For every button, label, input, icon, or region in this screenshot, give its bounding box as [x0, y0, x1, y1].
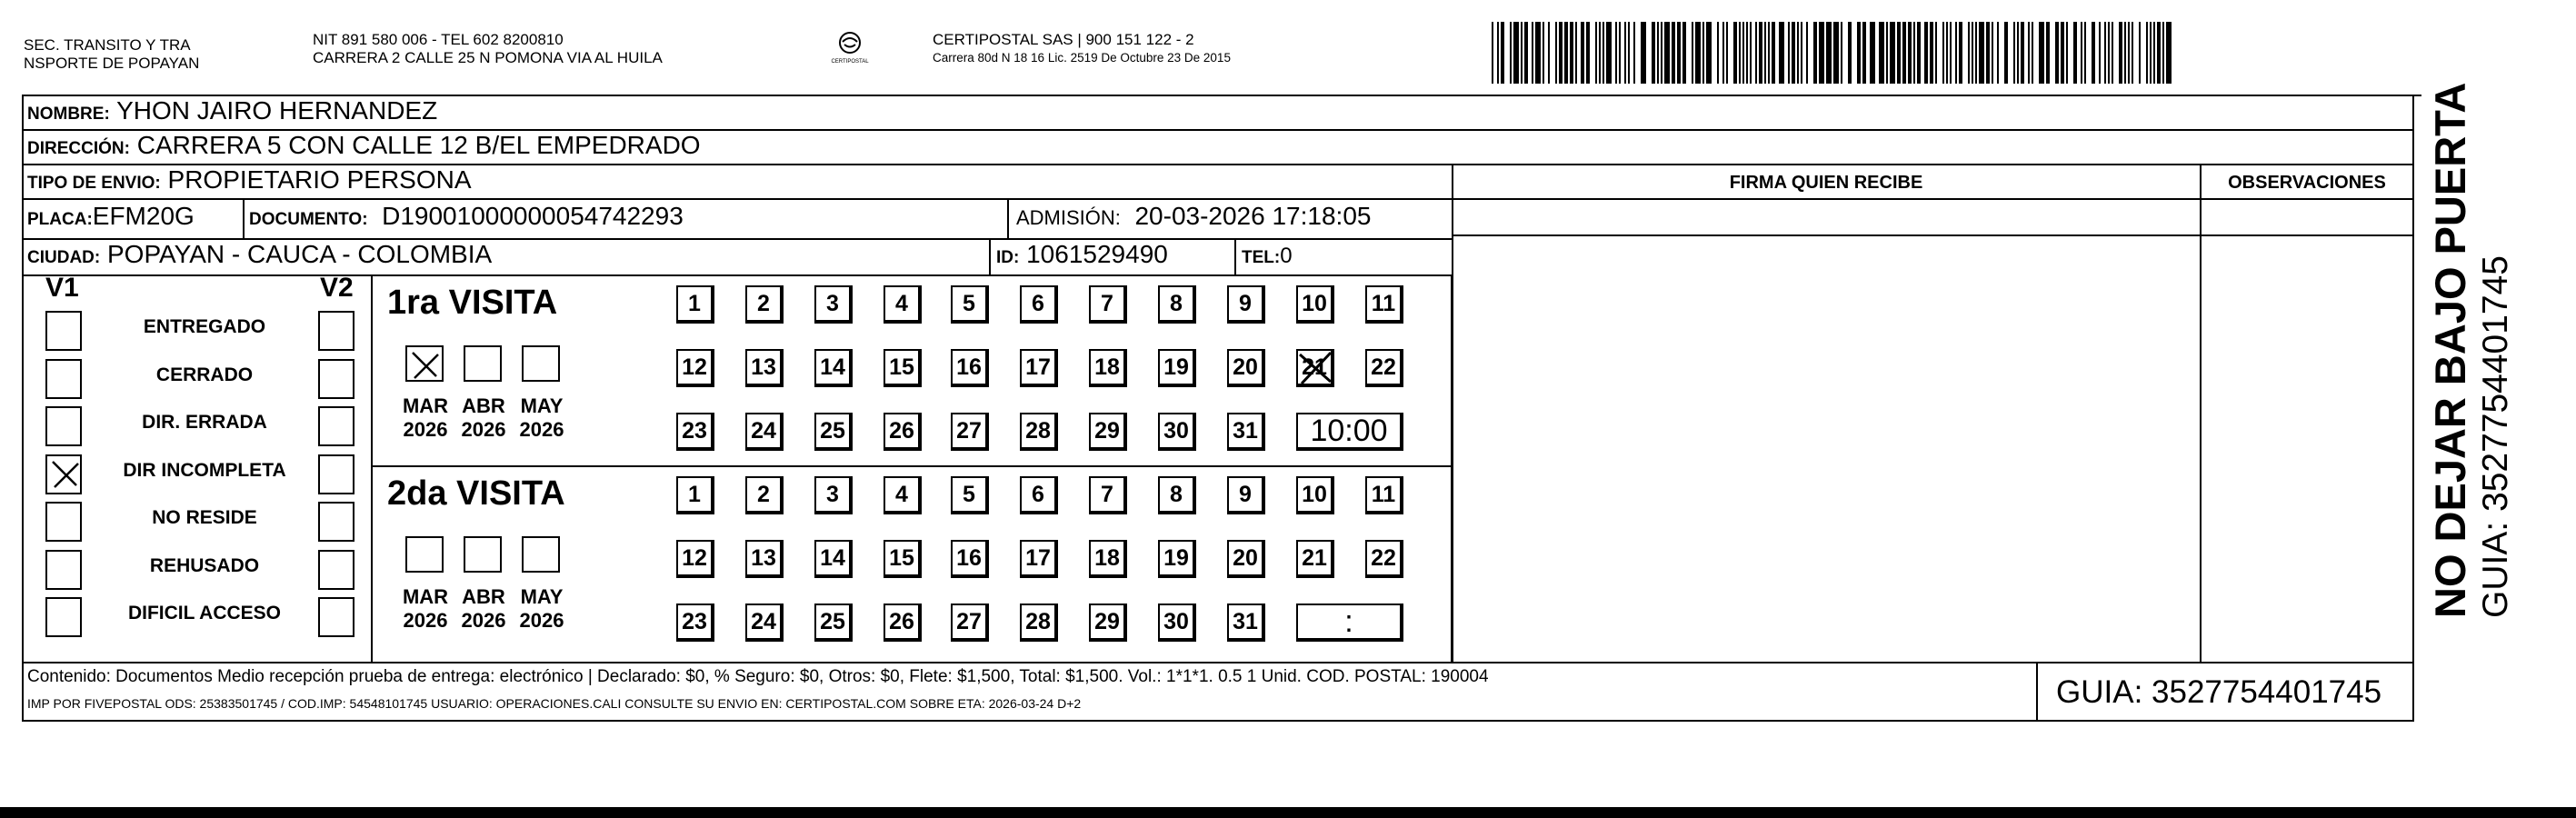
barcode-bar [1792, 22, 1795, 84]
day-box[interactable]: 10 [1296, 285, 1334, 324]
company-info [933, 31, 1231, 67]
barcode-bar [1532, 22, 1533, 84]
month-checkbox[interactable] [464, 345, 502, 382]
type-label: TIPO DE ENVIO: [27, 174, 161, 193]
day-box[interactable]: 26 [884, 413, 922, 451]
status-label: DIR. ERRADA [142, 412, 267, 433]
company-logo [823, 31, 877, 76]
month-year: 2026 [403, 418, 448, 441]
barcode-bar [2119, 22, 2122, 84]
barcode-bar [1826, 22, 1832, 84]
id-label: ID: [996, 248, 1020, 267]
day-box[interactable]: 15 [884, 540, 922, 578]
name-value: YHON JAIRO HERNANDEZ [116, 96, 438, 125]
document-field [249, 202, 684, 234]
barcode-bar [2150, 22, 2152, 84]
visit2-title: 2da VISITA [387, 474, 565, 513]
barcode-bar [1833, 22, 1839, 84]
barcode-bar [1682, 22, 1686, 84]
tel-field [1242, 242, 1293, 273]
day-box[interactable]: 12 [676, 349, 714, 387]
day-box[interactable]: 7 [1089, 476, 1127, 514]
day-box[interactable]: 22 [1365, 349, 1403, 387]
bottom-band [0, 807, 2576, 818]
v2-checkbox[interactable] [318, 502, 354, 542]
barcode-bar [1968, 22, 1970, 84]
side-text [2425, 82, 2561, 618]
barcode-bar [1862, 22, 1866, 84]
day-box[interactable]: 14 [814, 540, 853, 578]
barcode-bar [1595, 22, 1597, 84]
barcode-bar [2104, 22, 2106, 84]
plate-label: PLACA: [27, 210, 93, 229]
city-label: CIUDAD: [27, 248, 101, 267]
day-box[interactable]: 16 [951, 540, 989, 578]
day-box[interactable]: 2 [745, 285, 784, 324]
day-box[interactable]: 20 [1227, 349, 1265, 387]
barcode-bar [1633, 22, 1635, 84]
barcode-bar [2055, 22, 2059, 84]
barcode-bar [2061, 22, 2064, 84]
barcode-bar [1543, 22, 1544, 84]
barcode-bar [1677, 22, 1681, 84]
barcode-bar [1755, 22, 1757, 84]
barcode-bar [1946, 22, 1948, 84]
day-box[interactable]: 11 [1365, 476, 1403, 514]
day-box[interactable]: 31 [1227, 413, 1265, 451]
barcode-bar [1772, 22, 1775, 84]
barcode-bar [1986, 22, 1990, 84]
day-box[interactable]: 13 [745, 349, 784, 387]
month-year: 2026 [519, 609, 564, 632]
status-label: NO RESIDE [152, 507, 257, 528]
barcode-bar [1841, 22, 1842, 84]
barcode-bar [1870, 22, 1875, 84]
sender-contact [313, 31, 663, 67]
barcode-bar [1788, 22, 1790, 84]
day-box[interactable]: 8 [1158, 476, 1196, 514]
day-box[interactable]: 29 [1089, 604, 1127, 642]
month-label [514, 394, 569, 442]
barcode-bar [1510, 22, 1512, 84]
barcode-bar [1972, 22, 1973, 84]
day-box[interactable]: 17 [1020, 349, 1058, 387]
plate-value: EFM20G [92, 202, 195, 230]
day-box[interactable]: 3 [814, 476, 853, 514]
barcode-bar [1768, 22, 1770, 84]
barcode-bar [1779, 22, 1784, 84]
day-box[interactable]: 28 [1020, 413, 1058, 451]
type-value: PROPIETARIO PERSONA [167, 165, 472, 194]
barcode-bar [1908, 22, 1912, 84]
v1-checkbox[interactable] [45, 454, 82, 494]
month-label [398, 585, 453, 633]
day-box[interactable]: 18 [1089, 349, 1127, 387]
day-box[interactable]: 21 [1296, 540, 1334, 578]
sender-line-2: NSPORTE DE POPAYAN [24, 55, 200, 72]
v1-label: V1 [45, 273, 79, 303]
day-box[interactable]: 14 [814, 349, 853, 387]
barcode-bar [1695, 22, 1701, 84]
month-name: MAY [520, 394, 564, 417]
barcode-bar [1606, 22, 1612, 84]
barcode-bar [1570, 22, 1573, 84]
barcode-bar [2017, 22, 2019, 84]
v2-label: V2 [320, 273, 354, 303]
barcode-bar [2146, 22, 2148, 84]
barcode-bar [1501, 22, 1504, 84]
v2-checkbox[interactable] [318, 597, 354, 637]
barcode-bar [1886, 22, 1888, 84]
barcode-bar [1603, 22, 1604, 84]
barcode [1492, 22, 2179, 84]
barcode-bar [1497, 22, 1499, 84]
month-name: ABR [462, 394, 505, 417]
v1-checkbox[interactable] [45, 550, 82, 590]
company-line-2: Carrera 80d N 18 16 Lic. 2519 De Octubre 23 De 2015 [933, 51, 1231, 65]
month-label [514, 585, 569, 633]
v1-checkbox[interactable] [45, 406, 82, 446]
barcode-bar [2153, 22, 2155, 84]
barcode-bar [2112, 22, 2113, 84]
day-box[interactable]: 27 [951, 604, 989, 642]
barcode-bar [1652, 22, 1655, 84]
observations-header: OBSERVACIONES [2228, 173, 2386, 193]
sender-line-1: SEC. TRANSITO Y TRA [24, 36, 191, 54]
day-box[interactable]: 30 [1158, 413, 1196, 451]
v1-checkbox[interactable] [45, 597, 82, 637]
day-box[interactable]: 1 [676, 285, 714, 324]
month-checkbox[interactable] [405, 536, 444, 573]
time-box[interactable]: 10:00 [1296, 413, 1403, 451]
barcode-bar [1575, 22, 1577, 84]
month-year: 2026 [403, 609, 448, 632]
barcode-bar [1628, 22, 1630, 84]
barcode-bar [1661, 22, 1662, 84]
barcode-bar [2084, 22, 2086, 84]
admission-label: ADMISIÓN: [1016, 206, 1121, 229]
name-field [27, 96, 437, 129]
day-box[interactable]: 2 [745, 476, 784, 514]
address-field [27, 131, 701, 164]
barcode-bar [1581, 22, 1584, 84]
day-box[interactable]: 19 [1158, 540, 1196, 578]
barcode-bar [1702, 22, 1704, 84]
barcode-bar [1997, 22, 1999, 84]
day-box[interactable]: 6 [1020, 476, 1058, 514]
month-checkbox[interactable] [405, 345, 444, 382]
barcode-bar [1559, 22, 1563, 84]
barcode-bar [1797, 22, 1799, 84]
day-box[interactable]: 27 [951, 413, 989, 451]
sender-name [24, 36, 199, 73]
day-box[interactable]: 7 [1089, 285, 1127, 324]
barcode-bar [1555, 22, 1557, 84]
barcode-bar [1848, 22, 1852, 84]
month-name: MAR [402, 394, 449, 417]
barcode-bar [1521, 22, 1523, 84]
barcode-bar [1564, 22, 1568, 84]
day-box[interactable]: 1 [676, 476, 714, 514]
barcode-bar [1959, 22, 1962, 84]
barcode-bar [2032, 22, 2033, 84]
observations-area[interactable] [2203, 236, 2411, 660]
barcode-bar [1692, 22, 1693, 84]
check-mark-icon [47, 456, 84, 493]
day-box[interactable]: 18 [1089, 540, 1127, 578]
month-checkbox[interactable] [522, 536, 560, 573]
barcode-bar [2162, 22, 2164, 84]
day-box[interactable]: 15 [884, 349, 922, 387]
day-box[interactable]: 20 [1227, 540, 1265, 578]
barcode-bar [1857, 22, 1861, 84]
document-value: D19001000000054742293 [382, 202, 684, 230]
day-box[interactable]: 19 [1158, 349, 1196, 387]
month-year: 2026 [461, 609, 506, 632]
barcode-bar [1975, 22, 1977, 84]
nit-line: NIT 891 580 006 - TEL 602 8200810 [313, 31, 564, 48]
visit1-title: 1ra VISITA [387, 284, 558, 322]
barcode-bar [1764, 22, 1766, 84]
day-box[interactable]: 4 [884, 285, 922, 324]
day-box[interactable]: 16 [951, 349, 989, 387]
barcode-bar [2139, 22, 2141, 84]
v2-checkbox[interactable] [318, 550, 354, 590]
barcode-bar [1726, 22, 1728, 84]
type-field [27, 165, 472, 198]
barcode-bar [1535, 22, 1541, 84]
day-box[interactable]: 11 [1365, 285, 1403, 324]
barcode-bar [1746, 22, 1748, 84]
barcode-bar [1813, 22, 1817, 84]
barcode-bar [2128, 22, 2130, 84]
barcode-bar [1759, 22, 1762, 84]
barcode-bars [1492, 22, 2172, 84]
barcode-bar [2157, 22, 2161, 84]
day-box[interactable]: 21 [1296, 349, 1334, 387]
barcode-bar [1742, 22, 1744, 84]
barcode-bar [1615, 22, 1617, 84]
barcode-bar [1942, 22, 1944, 84]
barcode-bar [1890, 22, 1895, 84]
barcode-bar [1624, 22, 1626, 84]
status-label: ENTREGADO [143, 316, 266, 337]
check-mark-icon [407, 347, 444, 384]
side-guia-text: GUIA: 3527754401745 [2476, 255, 2515, 618]
imp-line: IMP POR FIVEPOSTAL ODS: 25383501745 / COD.IMP: 54548101745 USUARIO: OPERACIONES.CALI CONSULTE SU ENVIO EN: CERTIPOSTAL.COM SOBRE ETA: 2026-03-24 D+2 [27, 696, 1082, 711]
barcode-bar [1733, 22, 1737, 84]
barcode-bar [1750, 22, 1752, 84]
barcode-bar [2092, 22, 2095, 84]
barcode-bar [1492, 22, 1493, 84]
status-label: DIR INCOMPLETA [123, 459, 286, 481]
barcode-bar [1806, 22, 1808, 84]
barcode-bar [1599, 22, 1601, 84]
day-box[interactable]: 24 [745, 413, 784, 451]
barcode-bar [1879, 22, 1884, 84]
barcode-bar [1897, 22, 1901, 84]
address-value: CARRERA 5 CON CALLE 12 B/EL EMPEDRADO [136, 131, 701, 159]
day-box[interactable]: 5 [951, 476, 989, 514]
barcode-bar [2013, 22, 2015, 84]
month-checkbox[interactable] [522, 345, 560, 382]
v2-checkbox[interactable] [318, 311, 354, 351]
barcode-bar [2124, 22, 2126, 84]
plate-field [27, 202, 195, 234]
tel-value: 0 [1280, 244, 1293, 268]
id-value: 1061529490 [1026, 240, 1168, 268]
v1-checkbox[interactable] [45, 502, 82, 542]
barcode-bar [2004, 22, 2008, 84]
month-name: MAY [520, 585, 564, 608]
day-box[interactable]: 3 [814, 285, 853, 324]
barcode-bar [1524, 22, 1528, 84]
tel-label: TEL: [1242, 248, 1281, 267]
id-field [996, 240, 1168, 273]
day-box[interactable]: 23 [676, 413, 714, 451]
day-box[interactable]: 6 [1020, 285, 1058, 324]
company-line-1: CERTIPOSTAL SAS | 900 151 122 - 2 [933, 31, 1194, 48]
barcode-bar [1930, 22, 1933, 84]
barcode-bar [1664, 22, 1670, 84]
barcode-bar [2066, 22, 2068, 84]
logo-text: CERTIPOSTAL [831, 59, 869, 65]
barcode-bar [1979, 22, 1984, 84]
day-box[interactable]: 8 [1158, 285, 1196, 324]
day-box[interactable]: 25 [814, 604, 853, 642]
day-box[interactable]: 30 [1158, 604, 1196, 642]
barcode-bar [1913, 22, 1915, 84]
admission-field [1016, 202, 1371, 233]
status-label: REHUSADO [149, 554, 260, 576]
barcode-bar [2046, 22, 2050, 84]
barcode-bar [2108, 22, 2110, 84]
barcode-bar [1717, 22, 1719, 84]
barcode-bar [1924, 22, 1928, 84]
city-value: POPAYAN - CAUCA - COLOMBIA [107, 240, 493, 268]
barcode-bar [2073, 22, 2077, 84]
day-box[interactable]: 4 [884, 476, 922, 514]
barcode-bar [2132, 22, 2133, 84]
barcode-bar [1619, 22, 1621, 84]
barcode-bar [2166, 22, 2172, 84]
footer-guia: GUIA: 3527754401745 [2056, 674, 2382, 710]
day-box[interactable]: 31 [1227, 604, 1265, 642]
barcode-bar [1950, 22, 1952, 84]
no-dejar-text: NO DEJAR BAJO PUERTA [2426, 82, 2474, 618]
day-box[interactable]: 22 [1365, 540, 1403, 578]
month-label [456, 394, 511, 442]
day-box[interactable]: 25 [814, 413, 853, 451]
day-box[interactable]: 10 [1296, 476, 1334, 514]
v2-checkbox[interactable] [318, 406, 354, 446]
barcode-bar [1819, 22, 1824, 84]
day-box[interactable]: 29 [1089, 413, 1127, 451]
barcode-bar [1902, 22, 1906, 84]
v2-checkbox[interactable] [318, 454, 354, 494]
v1-checkbox[interactable] [45, 311, 82, 351]
city-field [27, 240, 492, 273]
day-box[interactable]: 26 [884, 604, 922, 642]
address-label: DIRECCIÓN: [27, 139, 130, 158]
barcode-bar [1739, 22, 1741, 84]
document-label: DOCUMENTO: [249, 210, 368, 229]
barcode-bar [1917, 22, 1921, 84]
barcode-bar [2028, 22, 2030, 84]
barcode-bar [1706, 22, 1712, 84]
day-box[interactable]: 13 [745, 540, 784, 578]
month-label [398, 394, 453, 442]
barcode-bar [1548, 22, 1550, 84]
day-box[interactable]: 12 [676, 540, 714, 578]
day-cross-icon [1296, 349, 1334, 387]
content-line: Contenido: Documentos Medio recepción prueba de entrega: electrónico | Declarado: $0, % Seguro: $0, Otros: $0, Flete: $1,500, Total: $1,500. Vol.: 1*1*1. 0.5 1 Unid. COD. POSTAL: 190004 [27, 667, 1489, 686]
barcode-bar [1992, 22, 1993, 84]
day-box[interactable]: 23 [676, 604, 714, 642]
status-label: CERRADO [155, 364, 254, 385]
signature-area[interactable] [1454, 236, 2198, 660]
month-year: 2026 [519, 418, 564, 441]
time-box[interactable]: : [1296, 604, 1403, 642]
barcode-bar [2081, 22, 2082, 84]
logo-icon [836, 31, 864, 55]
month-label [456, 585, 511, 633]
barcode-bar [1672, 22, 1675, 84]
barcode-bar [1955, 22, 1957, 84]
day-box[interactable]: 9 [1227, 285, 1265, 324]
barcode-bar [2099, 22, 2101, 84]
day-box[interactable]: 17 [1020, 540, 1058, 578]
barcode-bar [1935, 22, 1937, 84]
barcode-bar [1722, 22, 1724, 84]
month-name: ABR [462, 585, 505, 608]
barcode-bar [1586, 22, 1590, 84]
address-line: CARRERA 2 CALLE 25 N POMONA VIA AL HUILA [313, 49, 663, 66]
barcode-bar [1513, 22, 1519, 84]
barcode-bar [1801, 22, 1802, 84]
month-checkbox[interactable] [464, 536, 502, 573]
month-year: 2026 [461, 418, 506, 441]
barcode-bar [2039, 22, 2044, 84]
signature-header: FIRMA QUIEN RECIBE [1729, 173, 1923, 193]
barcode-bar [1657, 22, 1659, 84]
month-name: MAR [402, 585, 449, 608]
day-box[interactable]: 24 [745, 604, 784, 642]
day-box[interactable]: 5 [951, 285, 989, 324]
barcode-bar [1641, 22, 1646, 84]
v1-checkbox[interactable] [45, 359, 82, 399]
barcode-bar [2021, 22, 2024, 84]
day-box[interactable]: 28 [1020, 604, 1058, 642]
status-label: DIFICIL ACCESO [127, 603, 281, 623]
name-label: NOMBRE: [27, 105, 110, 124]
day-box[interactable]: 9 [1227, 476, 1265, 514]
admission-value: 20-03-2026 17:18:05 [1134, 202, 1372, 230]
v2-checkbox[interactable] [318, 359, 354, 399]
